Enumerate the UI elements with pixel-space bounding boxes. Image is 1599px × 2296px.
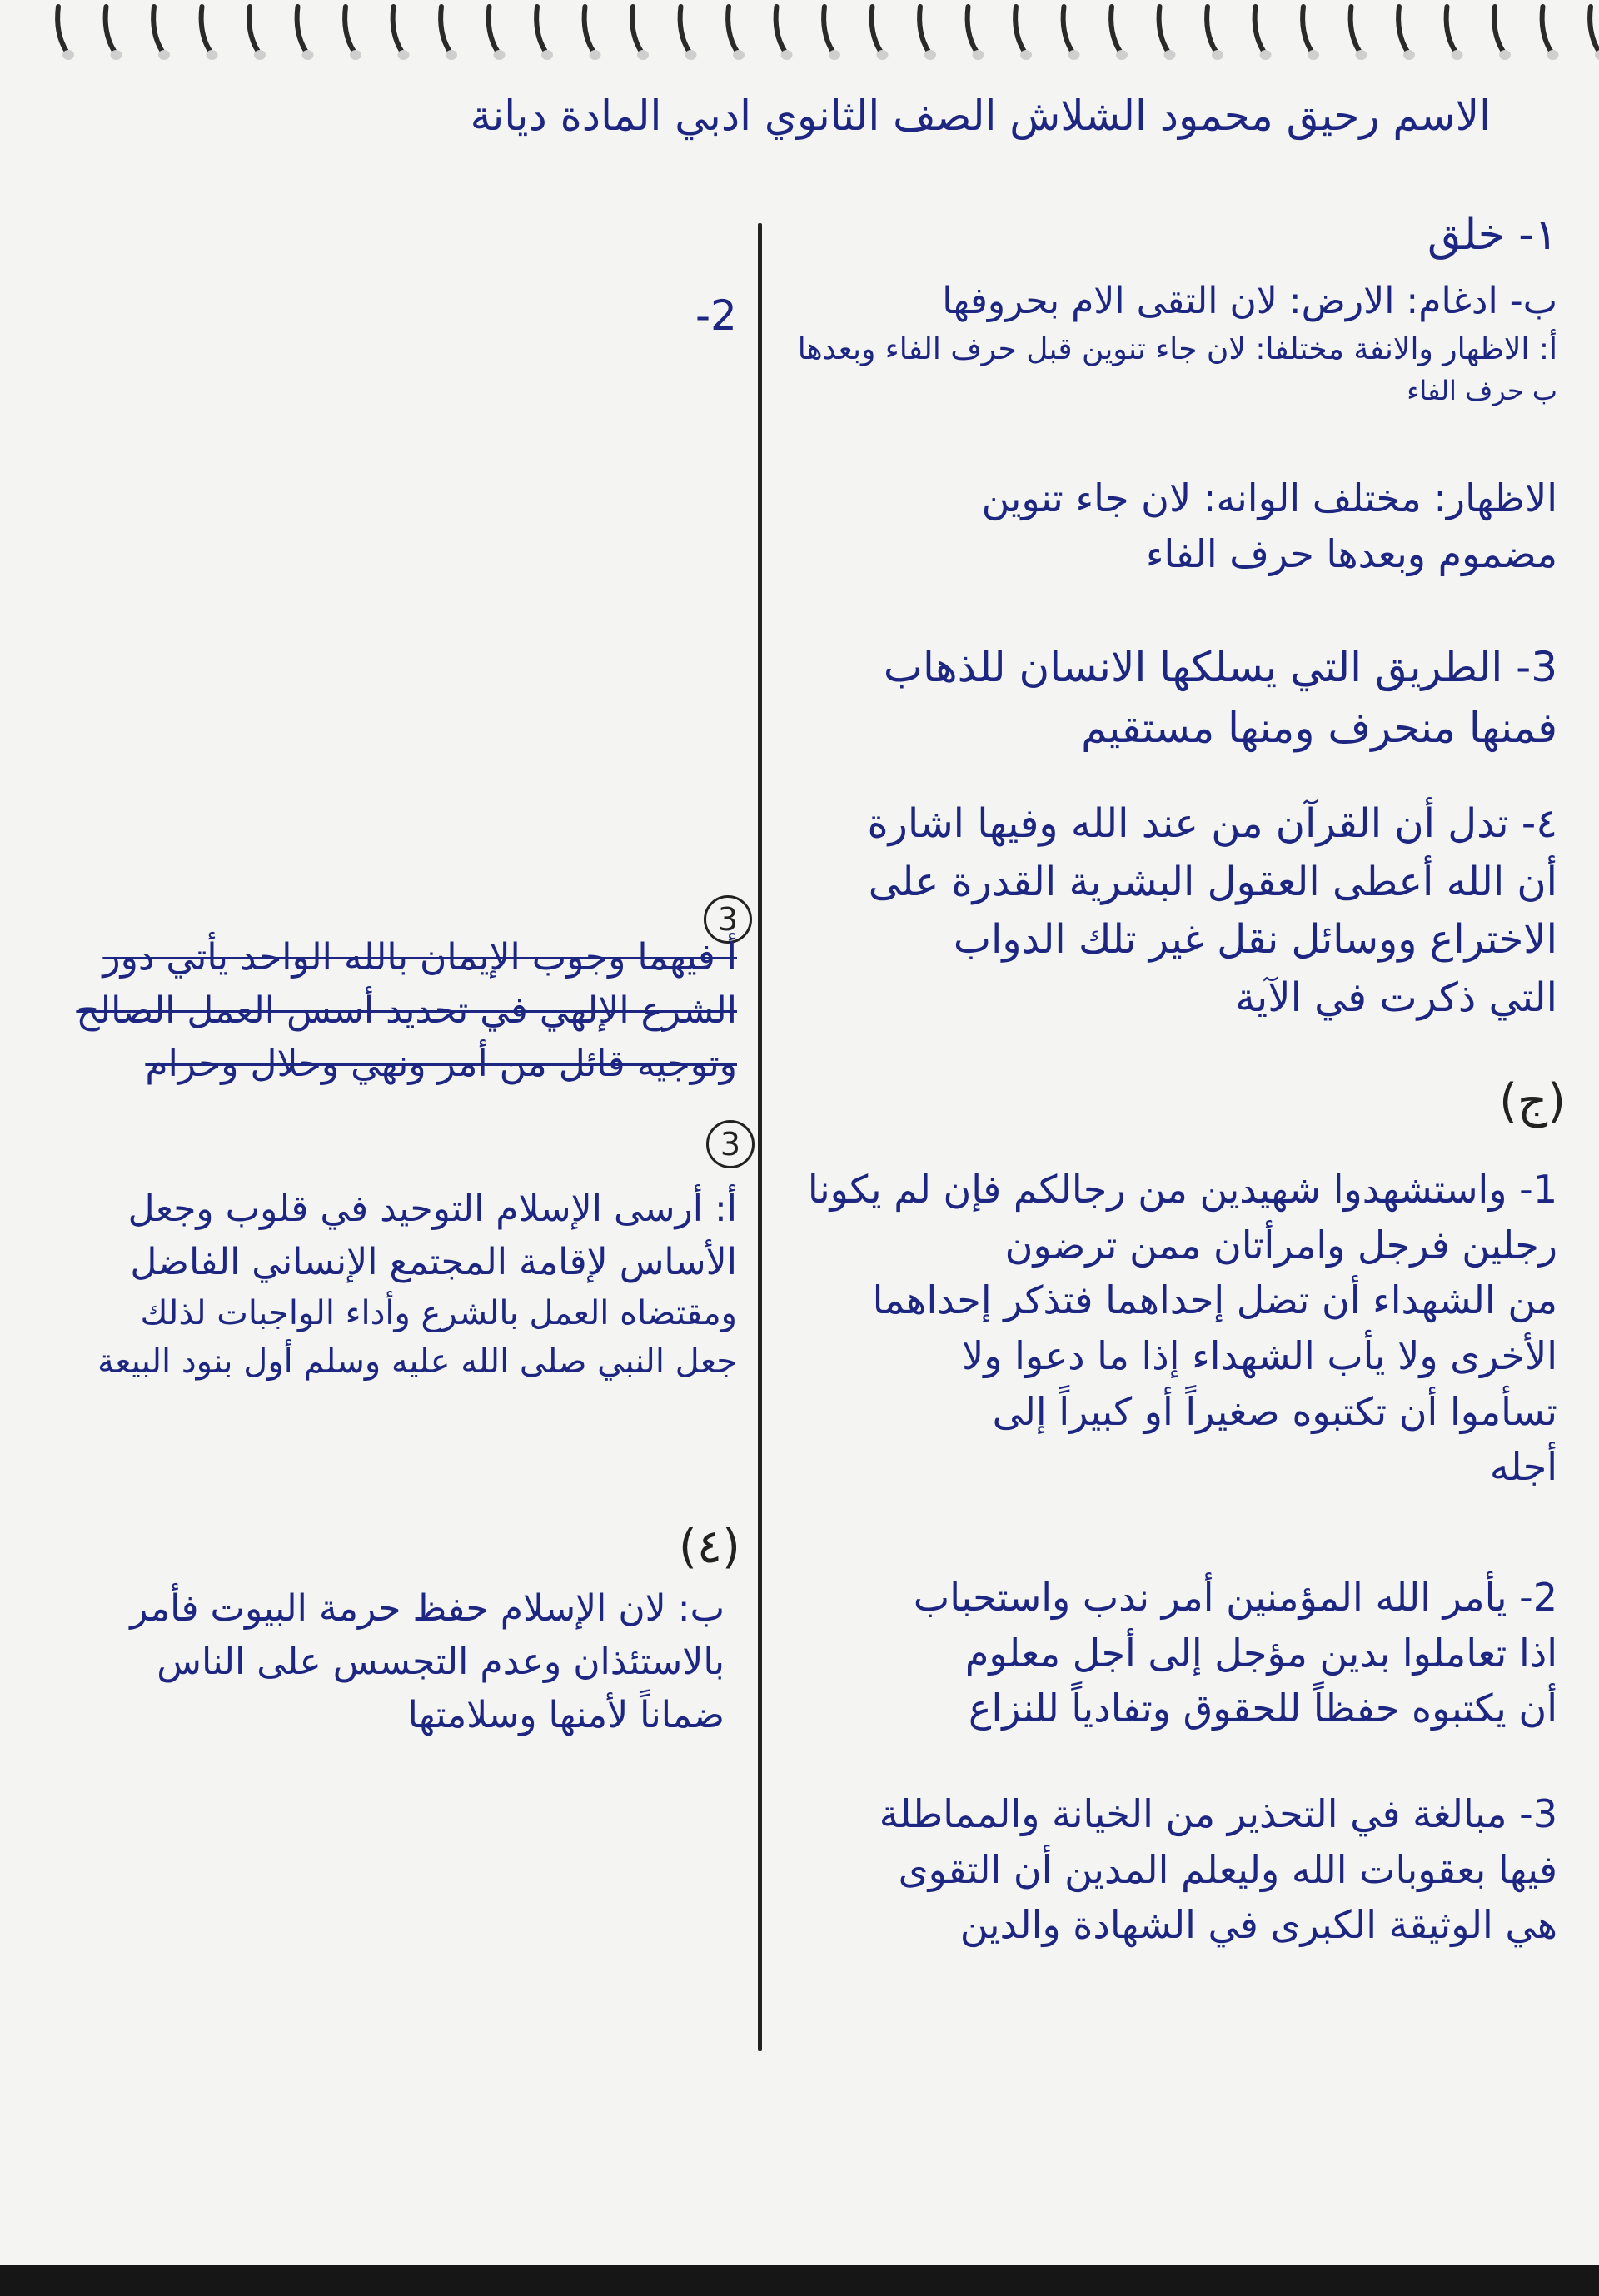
spiral-ring: [872, 7, 881, 52]
spiral-ring: [824, 7, 833, 52]
answer-line: أن الله أعطى العقول البشرية القدرة على: [868, 858, 1557, 905]
answer-q4: [8, 1582, 725, 1741]
punch-hole: [590, 50, 601, 60]
punch-hole: [781, 50, 793, 60]
spiral-ring: [1303, 7, 1312, 52]
punch-hole: [398, 50, 410, 60]
punch-hole: [1356, 50, 1367, 60]
answer-line: أجله: [1489, 1444, 1557, 1490]
answer-line: أ فيهما وجوب الإيمان بالله الواحد يأتي دور: [102, 936, 737, 979]
spiral-ring: [776, 7, 785, 52]
question-3-circle-b: [706, 1120, 755, 1168]
answer-c-1: [807, 1162, 1557, 1495]
section-c-marker: (ج): [1499, 1074, 1566, 1128]
page-bottom-edge: [0, 2265, 1599, 2296]
punch-hole: [62, 50, 74, 60]
spiral-ring: [1111, 7, 1120, 52]
answer-line: ب: لان الإسلام حفظ حرمة البيوت فأمر: [130, 1587, 725, 1630]
punch-hole: [254, 50, 266, 60]
column-divider: [758, 223, 762, 2051]
spiral-ring: [1255, 7, 1264, 52]
circled-number: 3: [704, 895, 752, 944]
answer-line: الأخرى ولا يأب الشهداء إذا ما دعوا ولا: [962, 1333, 1557, 1379]
spiral-ring: [106, 7, 115, 52]
spiral-ring: [632, 7, 641, 52]
punch-hole: [350, 50, 361, 60]
answer-line: جعل النبي صلى الله عليه وسلم أول بنود البيعة: [97, 1342, 737, 1381]
spiral-ring: [1159, 7, 1168, 52]
answer-line: ٤- تدل أن القرآن من عند الله وفيها اشارة: [867, 800, 1557, 847]
answer-line: فيها بعقوبات الله وليعلم المدين أن التقوى: [898, 1846, 1557, 1892]
answer-line: هي الوثيقة الكبرى في الشهادة والدين: [959, 1902, 1557, 1948]
spiral-ring: [1398, 7, 1407, 52]
punch-hole: [541, 50, 553, 60]
spiral-ring: [393, 7, 402, 52]
spiral-ring: [1015, 7, 1024, 52]
punch-hole: [1595, 50, 1599, 60]
spiral-ring: [441, 7, 450, 52]
punch-hole: [158, 50, 170, 60]
answer-q1-2b: [858, 471, 1557, 581]
punch-hole: [1547, 50, 1559, 60]
punch-hole: [446, 50, 457, 60]
answer-line: الاختراع ووسائل نقل غير تلك الدواب: [953, 916, 1557, 964]
punch-hole: [733, 50, 745, 60]
spiral-ring: [728, 7, 737, 52]
punch-hole: [1260, 50, 1272, 60]
answer-line: 2- يأمر الله المؤمنين أمر ندب واستحباب: [913, 1575, 1557, 1620]
answer-line: الأساس لإقامة المجتمع الإنساني الفاضل: [130, 1240, 737, 1283]
answer-line: وتوجيه قائل من أمر ونهي وحلال وحرام: [145, 1042, 737, 1085]
answer-q1-3: [858, 637, 1557, 758]
punch-hole: [973, 50, 984, 60]
punch-hole: [1212, 50, 1223, 60]
punch-hole: [1020, 50, 1032, 60]
spiral-ring: [1351, 7, 1360, 52]
answer-line: ١- خلق: [1427, 210, 1557, 260]
punch-hole: [877, 50, 889, 60]
spiral-ring: [1447, 7, 1456, 52]
spiral-ring: [297, 7, 306, 52]
question-2-marker: -2: [695, 291, 737, 340]
spiral-ring: [202, 7, 211, 52]
spiral-ring: [680, 7, 690, 52]
answer-line: 3- الطريق التي يسلكها الانسان للذهاب: [883, 643, 1557, 691]
spiral-ring: [585, 7, 594, 52]
answer-line: ب حرف الفاء: [1407, 374, 1557, 406]
answer-line: 1- واستشهدوا شهيدين من رجالكم فإن لم يكونا: [807, 1167, 1557, 1212]
spiral-ring: [536, 7, 545, 52]
punch-hole: [1116, 50, 1128, 60]
spiral-binding: [0, 0, 1599, 67]
spiral-ring: [489, 7, 498, 52]
spiral-ring: [1207, 7, 1216, 52]
punch-hole: [494, 50, 506, 60]
answer-line: فمنها منحرف ومنها مستقيم: [1081, 703, 1557, 752]
answer-line: 3- مبالغة في التحذير من الخيانة والمماطلة: [879, 1791, 1557, 1836]
answer-line: أن يكتبوه حفظاً للحقوق وتفادياً للنزاع: [969, 1686, 1557, 1731]
punch-hole: [1499, 50, 1511, 60]
punch-hole: [685, 50, 697, 60]
spiral-ring: [57, 7, 67, 52]
answer-line: التي ذكرت في الآية: [1235, 974, 1557, 1021]
punch-hole: [637, 50, 649, 60]
student-header-line: الاسم رحيق محمود الشلاش الصف الثانوي ادبي المادة ديانة: [470, 92, 1491, 140]
answer-line: ومقتضاه العمل بالشرع وأداء الواجبات لذلك: [140, 1293, 737, 1332]
answer-line: بالاستئذان وعدم التجسس على الناس: [157, 1640, 725, 1683]
struck-through-answer: [21, 931, 737, 1090]
punch-hole: [207, 50, 218, 60]
answer-c-2: [858, 1570, 1557, 1736]
answer-c-3: [858, 1786, 1557, 1953]
spiral-ring: [1590, 7, 1599, 52]
answer-line: اذا تعاملوا بدين مؤجل إلى أجل معلوم: [964, 1630, 1557, 1676]
answer-line: من الشهداء أن تضل إحداهما فتذكر إحداهما: [872, 1277, 1557, 1323]
answer-line: ضماناً لأمنها وسلامتها: [407, 1693, 725, 1736]
answer-line: الاظهار: مختلف الوانه: لان جاء تنوين: [981, 476, 1557, 520]
punch-hole: [1068, 50, 1080, 60]
answer-q3: [21, 1183, 737, 1386]
answer-line: الشرع الإلهي في تحديد أسس العمل الصالح: [76, 989, 737, 1032]
answer-line: مضموم وبعدها حرف الفاء: [1145, 530, 1557, 576]
punch-hole: [1164, 50, 1176, 60]
circled-number: 3: [706, 1120, 755, 1168]
spiral-ring: [1542, 7, 1552, 52]
answer-line: رجلين فرجل وامرأتان ممن ترضون: [1004, 1222, 1557, 1268]
punch-hole: [111, 50, 122, 60]
spiral-ring: [968, 7, 977, 52]
spiral-ring: [919, 7, 929, 52]
punch-hole: [1308, 50, 1319, 60]
punch-hole: [1403, 50, 1415, 60]
spiral-ring: [1064, 7, 1073, 52]
punch-hole: [302, 50, 314, 60]
answer-line: تسأموا أن تكتبوه صغيراً أو كبيراً إلى: [992, 1388, 1557, 1434]
answer-q1-4: [858, 795, 1557, 1027]
spiral-ring: [249, 7, 258, 52]
spiral-ring: [1494, 7, 1503, 52]
answer-q1-2: [797, 275, 1557, 410]
answer-q1-1: [858, 204, 1557, 266]
answer-line: أ: أرسى الإسلام التوحيد في قلوب وجعل: [127, 1188, 737, 1230]
punch-hole: [1452, 50, 1463, 60]
question-4-marker: (٤): [679, 1520, 740, 1574]
answer-line: أ: الاظهار والانفة مختلفا: لان جاء تنوين قبل حرف الفاء وبعدها: [797, 331, 1557, 366]
punch-hole: [829, 50, 840, 60]
spiral-ring: [345, 7, 354, 52]
punch-hole: [924, 50, 936, 60]
answer-line: ب- ادغام: الارض: لان التقى الام بحروفها: [942, 280, 1557, 322]
spiral-ring: [153, 7, 162, 52]
